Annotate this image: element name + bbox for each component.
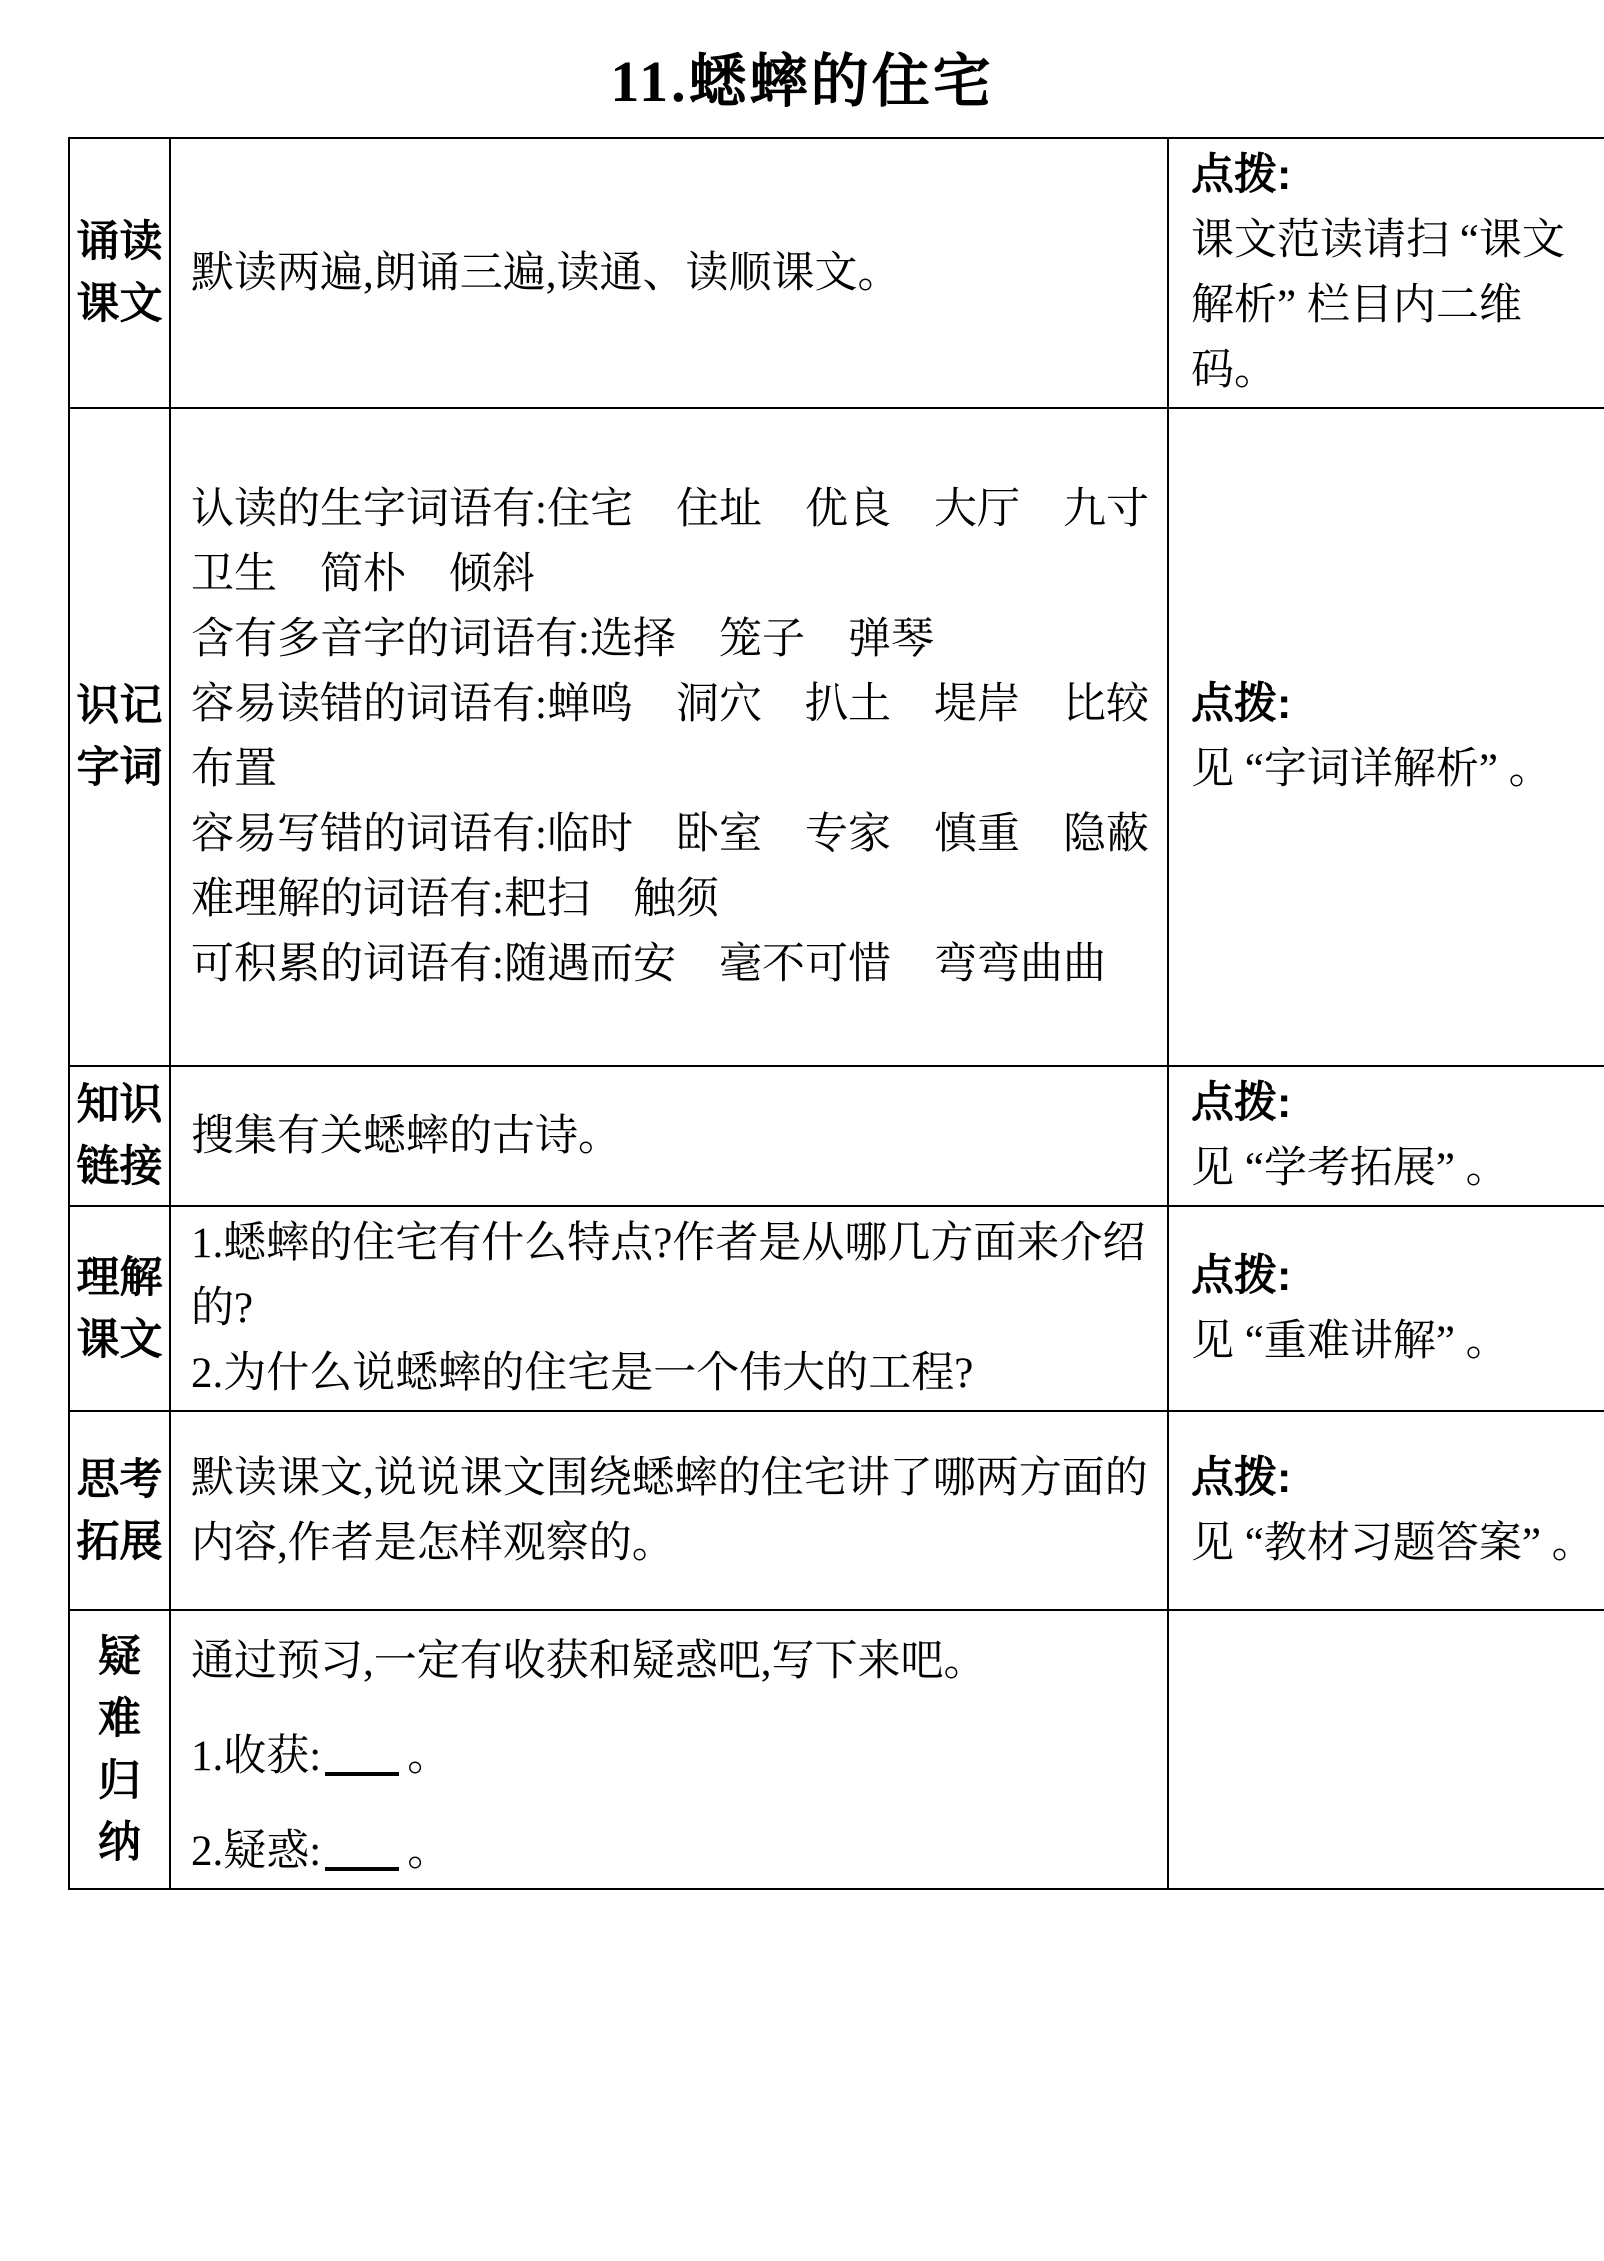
content-paragraph: 认读的生字词语有:住宅 住址 优良 大厅 九寸 卫生 简朴 倾斜 — [191, 486, 1192, 598]
row-label-thinking-extension: 思考拓展 — [69, 1411, 170, 1610]
row-content-reading — [170, 138, 1168, 408]
gain-suffix: 。 — [407, 1733, 451, 1780]
tip-cell-thinking-extension — [1168, 1411, 1604, 1610]
doubt-prefix: 2.疑惑: — [191, 1828, 322, 1875]
table-row-reading — [69, 138, 1604, 408]
content-paragraph: 2.为什么说蟋蟀的住宅是一个伟大的工程? — [191, 1350, 974, 1397]
content-paragraph: 1.蟋蟀的住宅有什么特点?作者是从哪几方面来介绍的? — [191, 1220, 1146, 1332]
content-paragraph: 通过预习,一定有收获和疑惑吧,写下来吧。 — [191, 1638, 987, 1685]
content-paragraph: 难理解的词语有:耙扫 触须 — [191, 876, 719, 923]
row-label-questions-summary — [69, 1610, 170, 1889]
tip-cell-comprehension — [1168, 1206, 1604, 1411]
row-label-vocabulary: 识记字词 — [69, 408, 170, 1066]
tip-cell-reading — [1168, 138, 1604, 408]
content-paragraph: 搜集有关蟋蟀的古诗。 — [191, 1112, 621, 1160]
gain-prefix: 1.收获: — [191, 1733, 322, 1780]
row-content-vocabulary — [170, 408, 1192, 1066]
row-content-knowledge-link — [170, 1066, 1168, 1206]
row-label-knowledge-link: 知识链接 — [69, 1066, 170, 1206]
row-label-reading: 诵读课文 — [69, 138, 170, 408]
table-row-thinking-extension — [69, 1411, 1604, 1610]
tip-text: 见 “学考拓展” 。 — [1191, 1145, 1509, 1192]
content-paragraph: 容易写错的词语有:临时 卧室 专家 慎重 隐蔽 — [191, 811, 1149, 858]
row-label-text: 疑难归纳 — [98, 1632, 141, 1867]
table-row-comprehension — [69, 1206, 1604, 1411]
tip-text: 见 “教材习题答案” 。 — [1191, 1519, 1595, 1567]
row-content-comprehension — [170, 1206, 1168, 1411]
content-paragraph: 容易读错的词语有:蝉鸣 洞穴 扒土 堤岸 比较 布置 — [191, 681, 1192, 793]
tip-text: 见 “字词详解析” 。 — [1191, 746, 1552, 793]
tip-heading: 点拨: — [1191, 1453, 1292, 1502]
tip-cell-knowledge-link — [1168, 1066, 1604, 1206]
row-content-thinking-extension — [170, 1411, 1168, 1610]
table-row-vocabulary — [69, 408, 1604, 1066]
blank-underline — [325, 1762, 399, 1776]
content-paragraph: 默读课文,说说课文围绕蟋蟀的住宅讲了哪两方面的内容,作者是怎样观察的。 — [191, 1454, 1148, 1567]
tip-heading: 点拨: — [1191, 151, 1292, 199]
table-row-knowledge-link — [69, 1066, 1604, 1206]
content-paragraph: 含有多音字的词语有:选择 笼子 弹琴 — [191, 616, 934, 663]
study-guide-table — [68, 137, 1604, 1890]
row-label-comprehension: 理解课文 — [69, 1206, 170, 1411]
row-content-questions-summary — [170, 1610, 1168, 1889]
table-row-questions-summary — [69, 1610, 1604, 1889]
content-paragraph: 默读两遍,朗诵三遍,读通、读顺课文。 — [191, 249, 901, 297]
tip-text: 见 “重难讲解” 。 — [1191, 1317, 1509, 1365]
page-title: 11.蟋蟀的住宅 — [610, 49, 994, 114]
tip-heading: 点拨: — [1191, 1079, 1292, 1127]
tip-heading: 点拨: — [1191, 1251, 1292, 1300]
blank-underline — [325, 1857, 399, 1871]
gain-blank-line — [191, 1724, 1149, 1789]
content-paragraph: 可积累的词语有:随遇而安 毫不可惜 弯弯曲曲 — [191, 941, 1106, 988]
tip-cell-vocabulary — [1168, 408, 1604, 1066]
doubt-blank-line — [191, 1819, 1149, 1884]
tip-cell-questions-summary — [1168, 1610, 1604, 1889]
tip-text: 课文范读请扫 “课文解析” 栏目内二维码。 — [1191, 217, 1565, 394]
tip-heading: 点拨: — [1191, 680, 1292, 728]
doubt-suffix: 。 — [407, 1828, 451, 1875]
